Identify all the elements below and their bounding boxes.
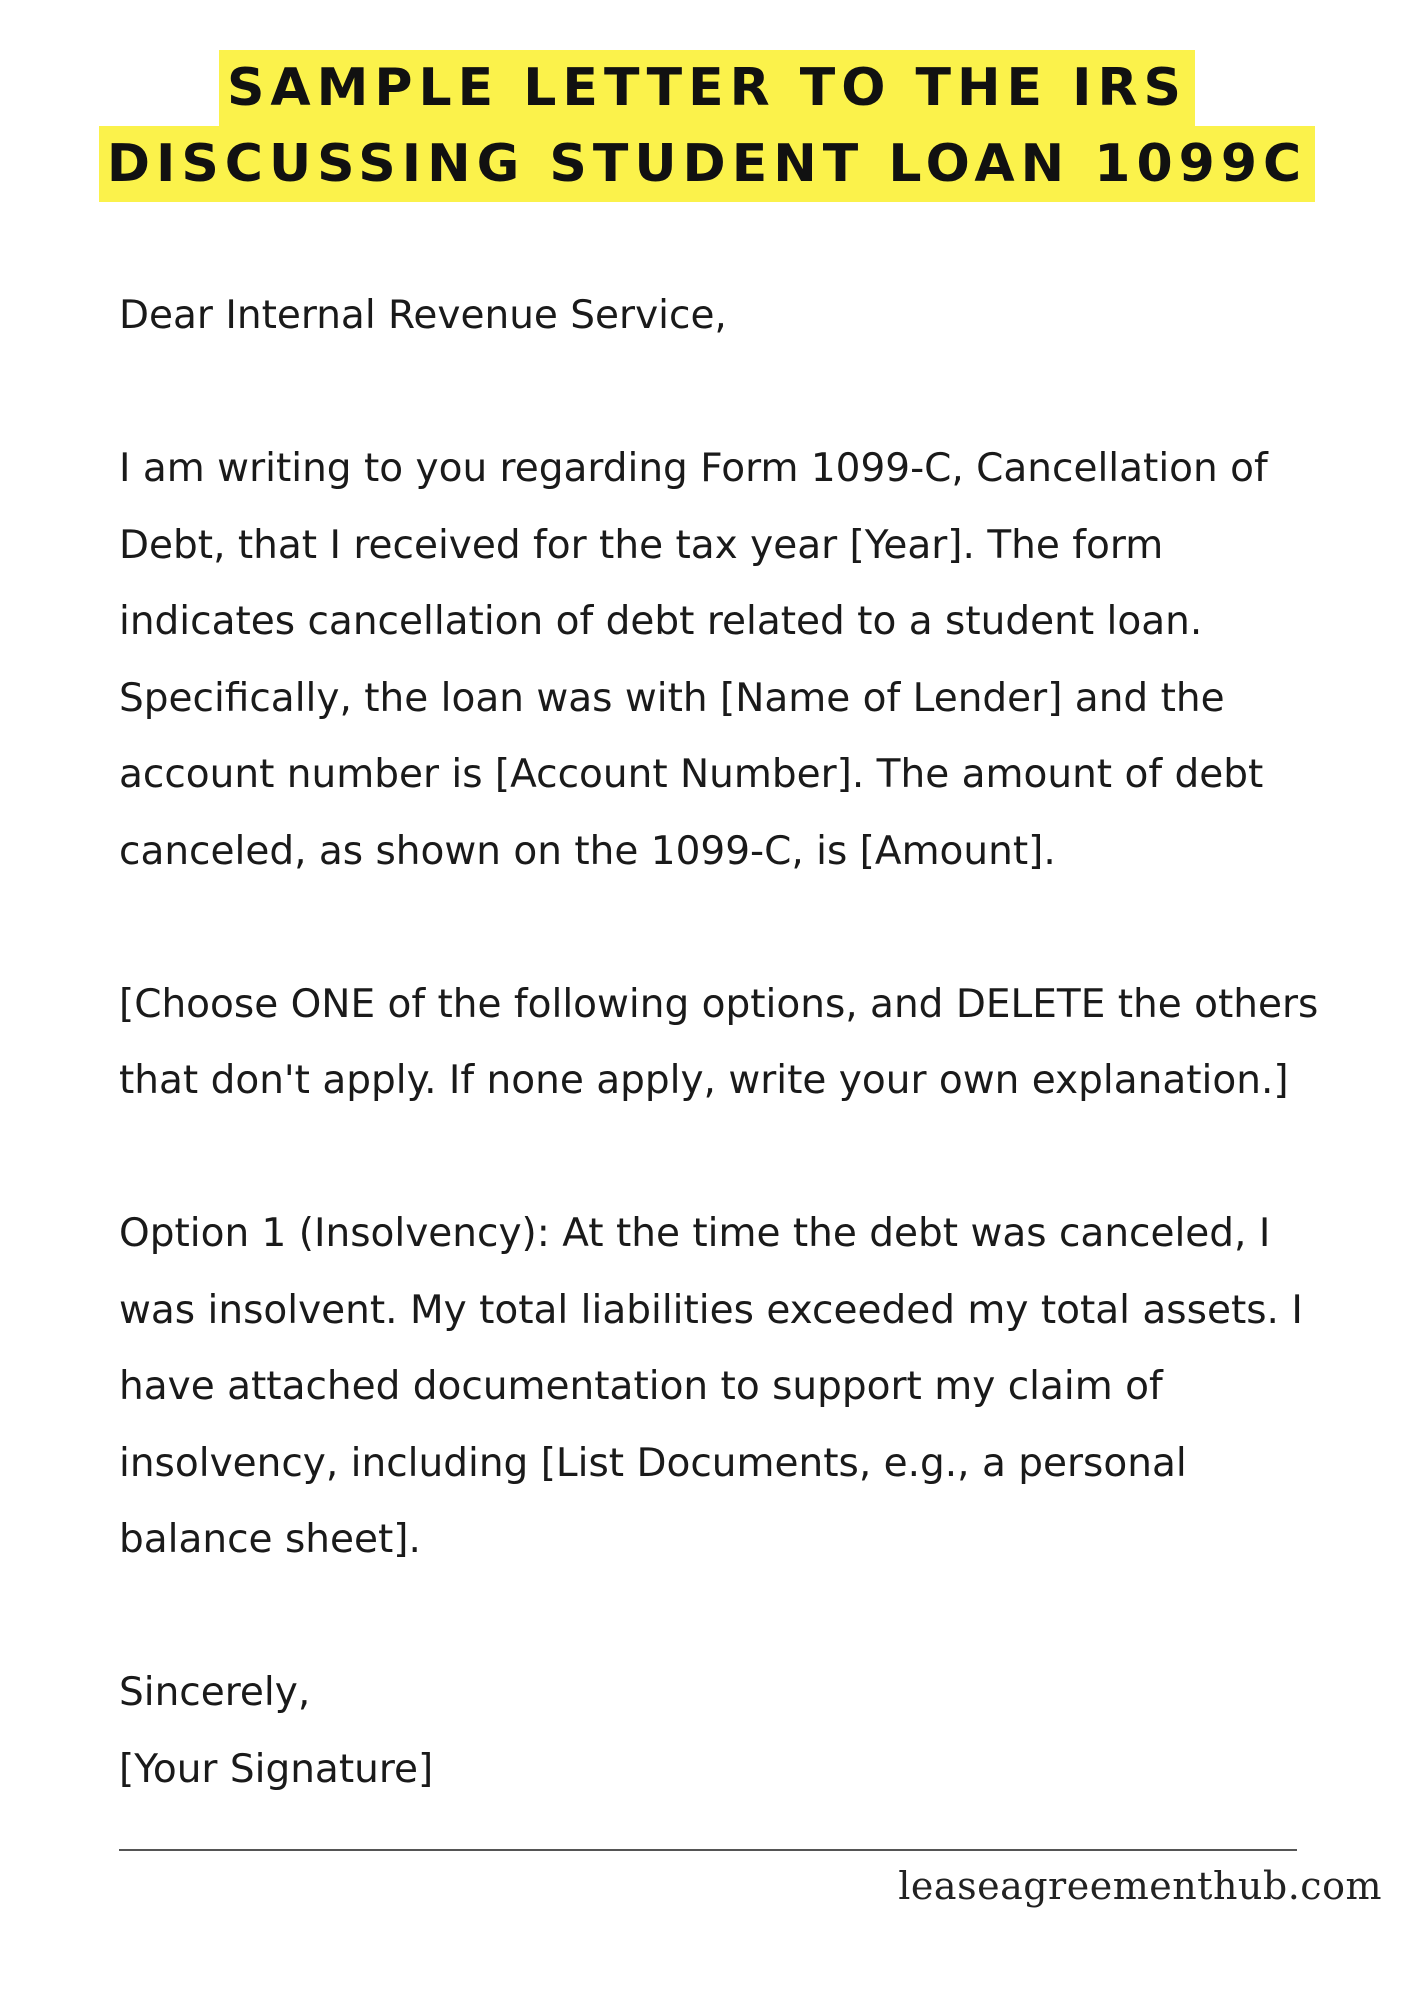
salutation: Dear Internal Revenue Service, [119, 293, 727, 338]
signature-placeholder: [Your Signature] [119, 1746, 434, 1792]
paragraph-form-1099c: I am writing to you regarding Form 1099-C, Cancellation of Debt, that I received for the tax year [Year]. The form indicates cancellation of debt related to a student loan. Specifically, the loan was with [Name of Lender] and the account number is [Account Number]. The amount of debt canceled, as shown on the 1099-C, is [Amount]. [119, 446, 1268, 874]
closing: Sincerely, [119, 1670, 311, 1715]
title-line-1: SAMPLE LETTER TO THE IRS [219, 50, 1195, 126]
footer-website: leaseagreementhub.com [898, 1864, 1382, 1908]
paragraph-option-1-insolvency: Option 1 (Insolvency): At the time the debt was canceled, I was insolvent. My total liabilities exceeded my total assets. I have attached documentation to support my claim of insolvency, including [List Documents, e.g., a personal balance sheet]. [119, 1211, 1303, 1562]
letter-body [119, 278, 1349, 1808]
document-title [0, 50, 1414, 202]
paragraph-instructions: [Choose ONE of the following options, and DELETE the others that don't apply. If none apply, write your own explanation.] [119, 981, 1319, 1103]
title-line-2: DISCUSSING STUDENT LOAN 1099C [99, 126, 1315, 202]
signature-line [119, 1849, 1297, 1851]
